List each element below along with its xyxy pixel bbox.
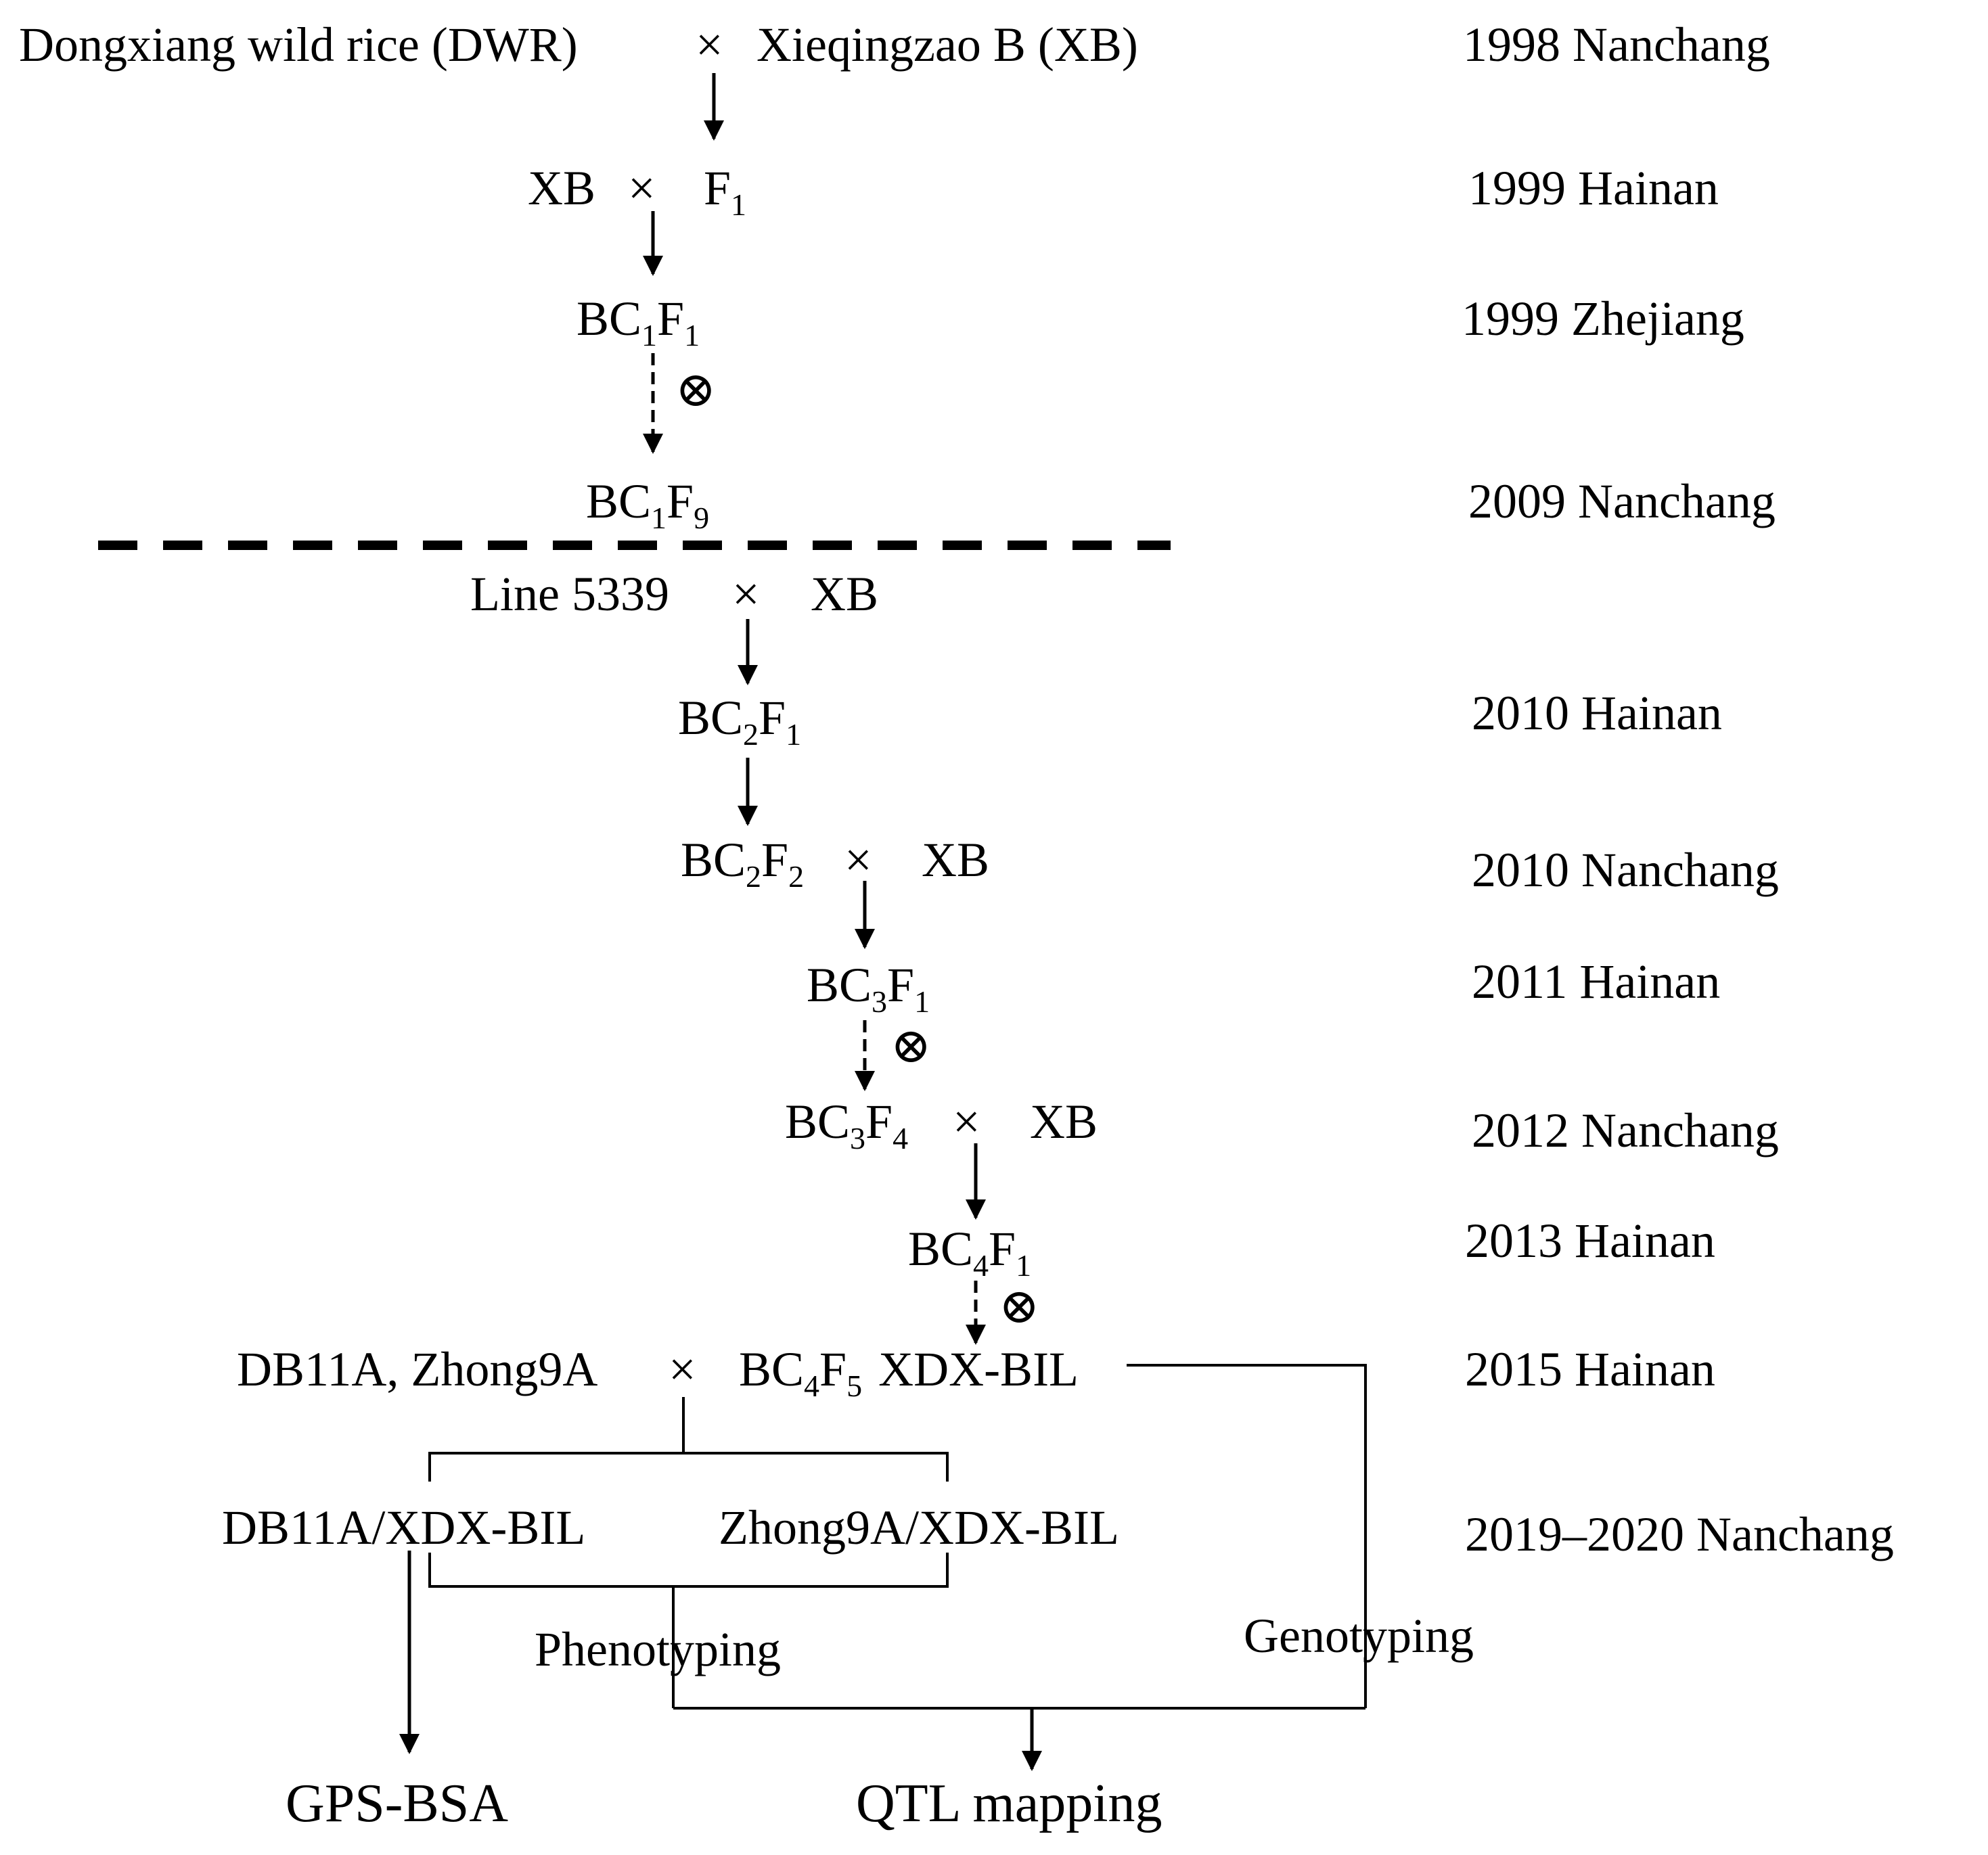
timeline-2019-2020: 2019–2020 Nanchang (1465, 1507, 1894, 1561)
parent-xb-2: XB (528, 161, 596, 215)
hybrid-zhong9a-xdx-bil: Zhong9A/XDX-BIL (719, 1501, 1119, 1555)
parent-xb: Xieqingzao B (XB) (756, 18, 1138, 72)
self-symbol: ⊗ (675, 363, 717, 417)
timeline-1999-zhejiang: 1999 Zhejiang (1462, 292, 1744, 346)
genotyping-label: Genotyping (1244, 1609, 1474, 1663)
timeline-1999-hainan: 1999 Hainan (1468, 161, 1719, 215)
bc1f9-label: $BC_1F_9$ (586, 474, 710, 535)
cross-symbol: × (953, 1095, 980, 1149)
bc4f1-label: $BC_4F_1$ (908, 1222, 1032, 1283)
parent-xb-3: XB (811, 567, 879, 621)
cross-symbol: × (732, 567, 760, 621)
bc4f5-xdx-bil-label: $BC_4F_5$ XDX-BIL (739, 1342, 1079, 1403)
parent-xb-4: XB (922, 833, 990, 887)
self-symbol: ⊗ (999, 1279, 1040, 1333)
self-symbol: ⊗ (890, 1019, 932, 1073)
timeline-2010-nanchang: 2010 Nanchang (1472, 843, 1779, 897)
timeline-2009: 2009 Nanchang (1468, 474, 1776, 528)
cms-lines-label: DB11A, Zhong9A (237, 1342, 598, 1396)
bc3f1-label: $BC_3F_1$ (807, 958, 930, 1019)
line-5339-label: Line 5339 (470, 567, 669, 621)
hybrid-bottom-bracket (430, 1553, 947, 1586)
timeline-2013: 2013 Hainan (1465, 1214, 1715, 1268)
f1-label: $F_1$ (704, 161, 747, 222)
hybrid-db11a-xdx-bil: DB11A/XDX-BIL (222, 1501, 586, 1555)
cross-symbol: × (628, 161, 656, 215)
parent-dwr: Dongxiang wild rice (DWR) (19, 18, 578, 72)
parent-xb-5: XB (1030, 1095, 1098, 1149)
hybrid-top-bracket (430, 1453, 947, 1482)
cross-symbol: × (696, 18, 723, 72)
timeline-2015: 2015 Hainan (1465, 1342, 1715, 1396)
gps-bsa-label: GPS-BSA (286, 1774, 509, 1833)
bc2f2-label: $BC_2F_2$ (681, 833, 805, 894)
timeline-2012: 2012 Nanchang (1472, 1103, 1779, 1158)
bc2f1-label: $BC_2F_1$ (678, 691, 802, 752)
timeline-1998: 1998 Nanchang (1463, 18, 1770, 72)
cross-symbol: × (844, 833, 872, 887)
bc3f4-label: $BC_3F_4$ (785, 1095, 909, 1155)
cross-symbol: × (669, 1342, 696, 1396)
bc1f1-label: $BC_1F_1$ (577, 292, 700, 352)
timeline-2011: 2011 Hainan (1472, 955, 1721, 1009)
phenotyping-label: Phenotyping (535, 1622, 782, 1676)
timeline-2010-hainan: 2010 Hainan (1472, 686, 1722, 740)
qtl-mapping-label: QTL mapping (856, 1774, 1162, 1833)
